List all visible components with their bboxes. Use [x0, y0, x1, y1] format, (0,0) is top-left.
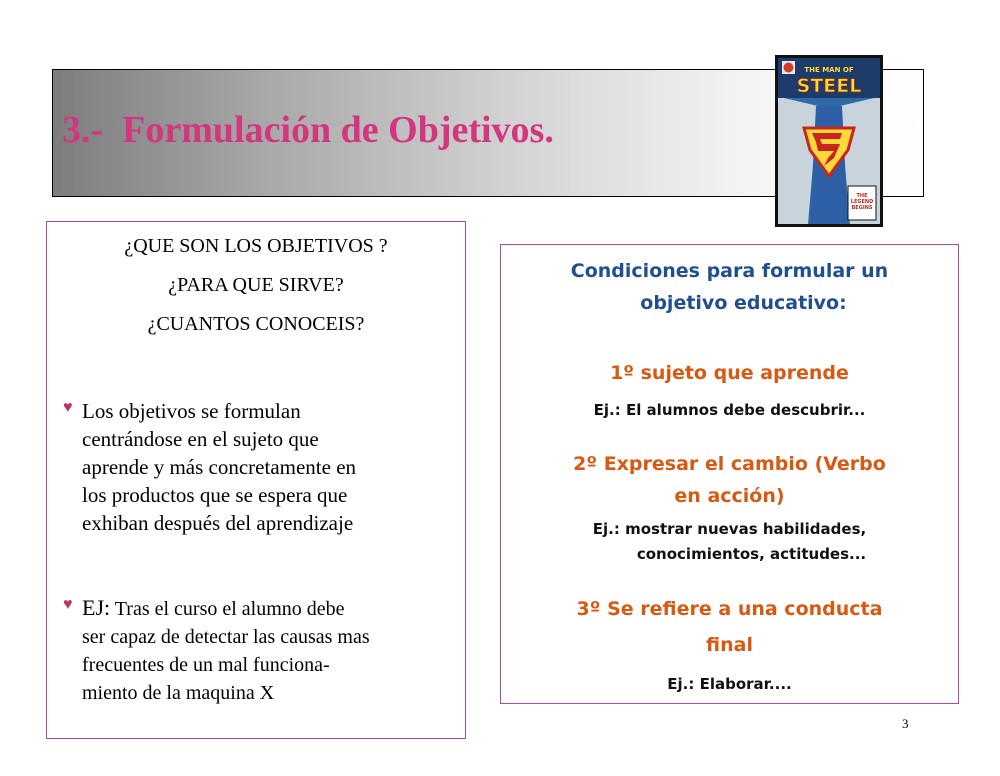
- superman-comic-illustration: [778, 58, 880, 224]
- comic-title-text: STEEL: [796, 75, 862, 97]
- condition-3-line1: 3º Se refiere a una conducta: [576, 598, 883, 620]
- example-text: EJ: Tras el curso el alumno debe ser capaz de detectar las causas mas frecuentes de un mal funciona- miento de la maquina X: [82, 595, 370, 704]
- comic-cover-image: [775, 55, 883, 227]
- question-3: ¿CUANTOS CONOCEIS?: [147, 313, 365, 335]
- condition-2-line1: 2º Expresar el cambio (Verbo: [573, 453, 886, 475]
- questions-panel: [46, 221, 466, 739]
- condition-2-line2: en acción): [674, 485, 785, 507]
- definition-text: Los objetivos se formulan centrándose en el sujeto que aprende y más concretamente en los productos que se espera que exhiban después del aprendizaje: [82, 399, 357, 535]
- condition-3-line2: final: [706, 634, 753, 656]
- conditions-heading-line1: Condiciones para formular un: [570, 260, 889, 282]
- question-1: ¿QUE SON LOS OBJETIVOS ?: [124, 235, 388, 257]
- condition-1-example: Ej.: El alumnos debe descubrir...: [593, 401, 866, 419]
- slide-title: 3.- Formulación de Objetivos.: [62, 109, 554, 151]
- conditions-panel: [500, 244, 959, 704]
- comic-badge-text: THE LEGEND BEGINS: [850, 193, 874, 211]
- comic-top-text: THE MAN OF: [804, 66, 854, 74]
- condition-1: 1º sujeto que aprende: [610, 362, 849, 384]
- heart-bullet-icon: ♥: [63, 596, 73, 613]
- conditions-heading-line2: objetivo educativo:: [640, 292, 847, 314]
- condition-2-example-line2: conocimientos, actitudes...: [636, 545, 867, 563]
- bullet-example: [63, 594, 457, 707]
- question-2: ¿PARA QUE SIRVE?: [168, 274, 344, 296]
- heart-bullet-icon: ♥: [63, 399, 73, 416]
- bullet-definition: [63, 397, 457, 537]
- condition-2-example-line1: Ej.: mostrar nuevas habilidades,: [592, 520, 867, 538]
- page-number: 3: [902, 716, 909, 731]
- condition-3-example: Ej.: Elaborar....: [667, 675, 792, 693]
